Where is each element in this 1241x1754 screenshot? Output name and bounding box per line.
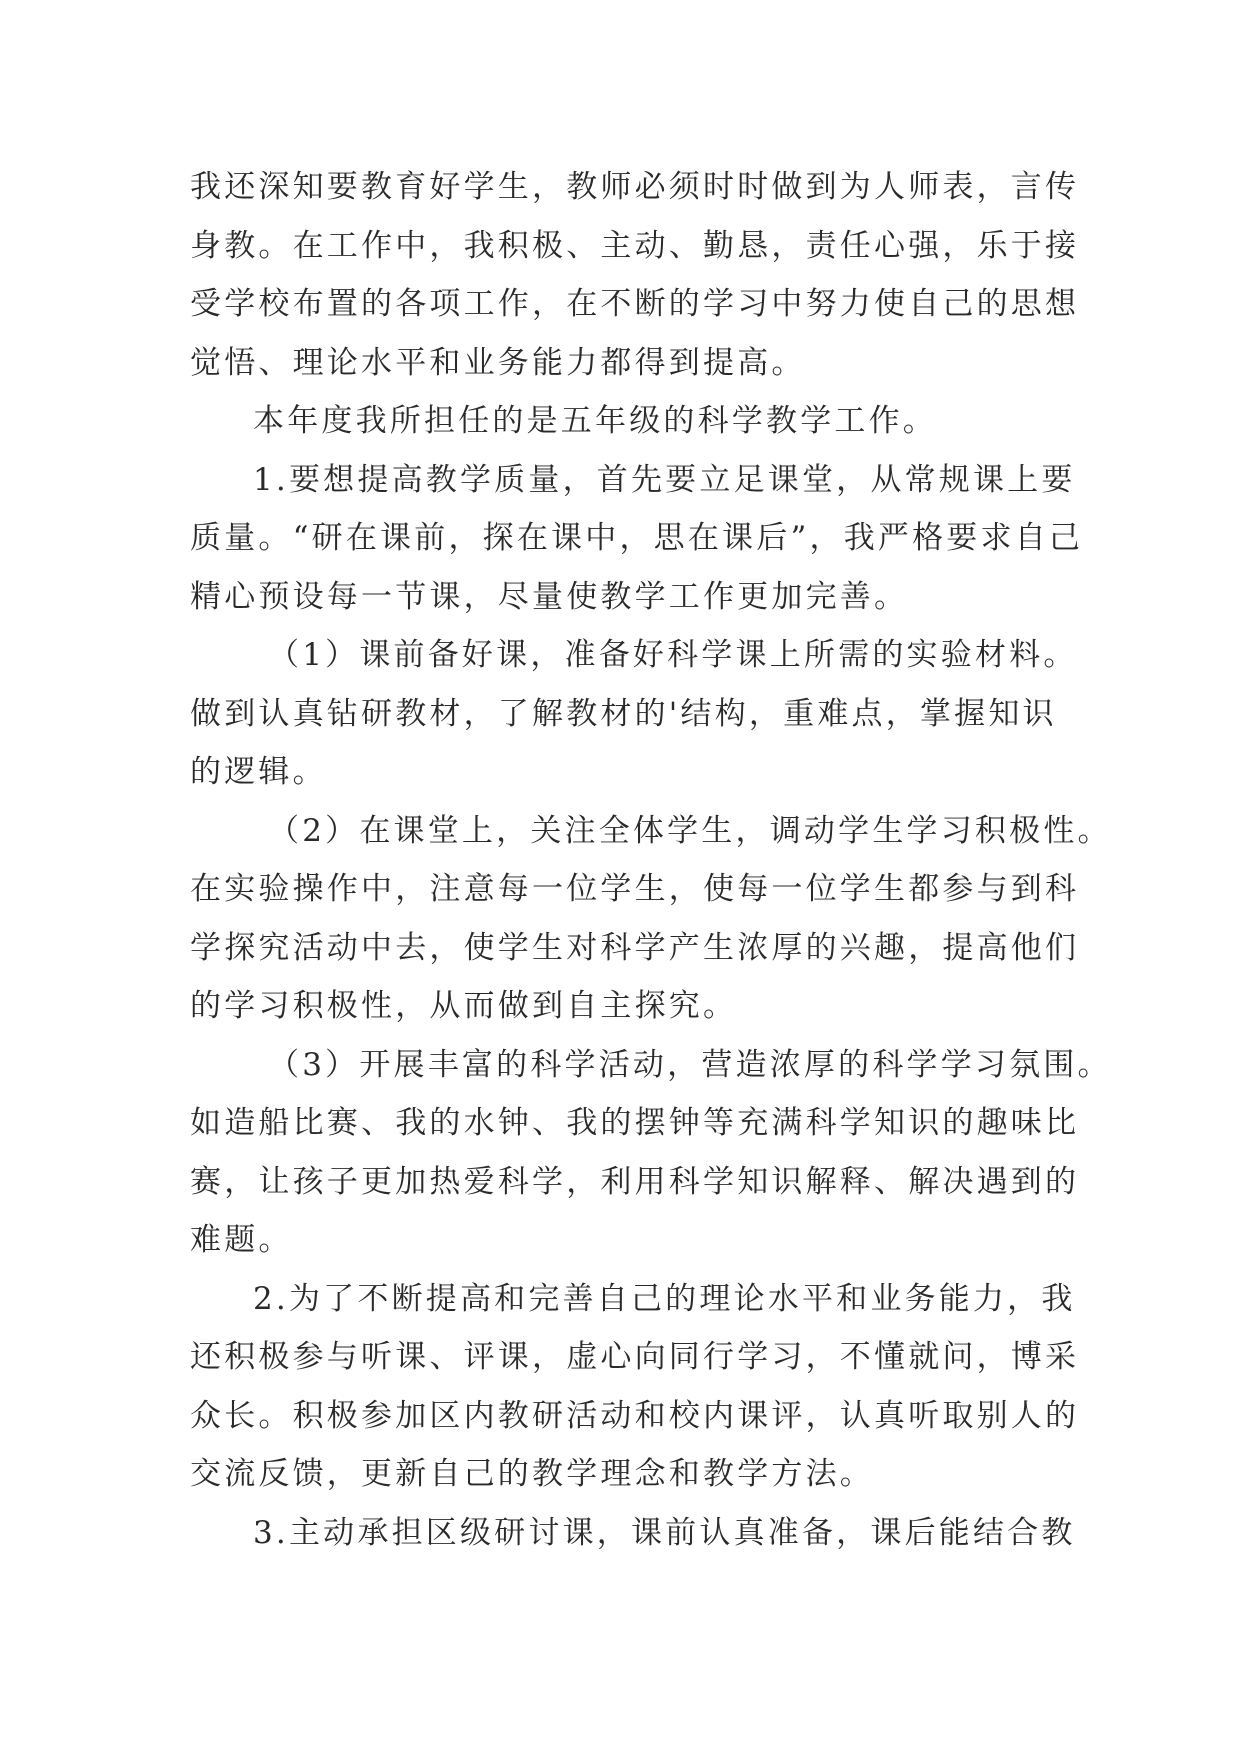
text-line: 还积极参与听课、评课，虚心向同行学习，不懂就问，博采	[190, 1339, 1080, 1375]
text-line: 难题。	[190, 1222, 293, 1258]
text-line: 如造船比赛、我的水钟、我的摆钟等充满科学知识的趣味比	[190, 1105, 1080, 1141]
text-line: 的学习积极性，从而做到自主探究。	[190, 988, 738, 1024]
text-line: （1）课前备好课，准备好科学课上所需的实验材料。	[268, 637, 1078, 673]
text-line: 精心预设每一节课，尽量使教学工作更加完善。	[190, 578, 909, 615]
text-line: 1.要想提高教学质量，首先要立足课堂，从常规课上要	[253, 461, 1076, 498]
text-line: 在实验操作中，注意每一位学生，使每一位学生都参与到科	[190, 871, 1080, 907]
text-line: 质量。“研在课前，探在课中，思在课后”，我严格要求自己	[190, 520, 1084, 556]
text-line: 我还深知要教育好学生，教师必须时时做到为人师表，言传	[190, 169, 1080, 205]
text-line: 众长。积极参加区内教研活动和校内课评，认真听取别人的	[190, 1397, 1080, 1434]
text-line: 觉悟、理论水平和业务能力都得到提高。	[190, 344, 806, 381]
text-line: 本年度我所担任的是五年级的科学教学工作。	[253, 403, 937, 439]
text-line: （2）在课堂上，关注全体学生，调动学生学习积极性。	[268, 812, 1112, 849]
text-line: 学探究活动中去，使学生对科学产生浓厚的兴趣，提高他们	[190, 929, 1080, 966]
text-line: 赛，让孩子更加热爱科学，利用科学知识解释、解决遇到的	[190, 1163, 1080, 1200]
text-line: 2.为了不断提高和完善自己的理论水平和业务能力，我	[253, 1280, 1076, 1317]
text-line: 做到认真钻研教材，了解教材的'结构，重难点，掌握知识	[190, 695, 1057, 732]
text-line: 受学校布置的各项工作，在不断的学习中努力使自己的思想	[190, 286, 1080, 322]
text-line: 交流反馈，更新自己的教学理念和教学方法。	[190, 1456, 874, 1492]
text-line: 身教。在工作中，我积极、主动、勤恳，责任心强，乐于接	[190, 227, 1080, 264]
text-line: 的逻辑。	[190, 754, 327, 790]
text-line: （3）开展丰富的科学活动，营造浓厚的科学学习氛围。	[268, 1046, 1112, 1083]
text-line: 3.主动承担区级研讨课，课前认真准备，课后能结合教	[253, 1514, 1076, 1551]
document-body	[190, 158, 1112, 1562]
